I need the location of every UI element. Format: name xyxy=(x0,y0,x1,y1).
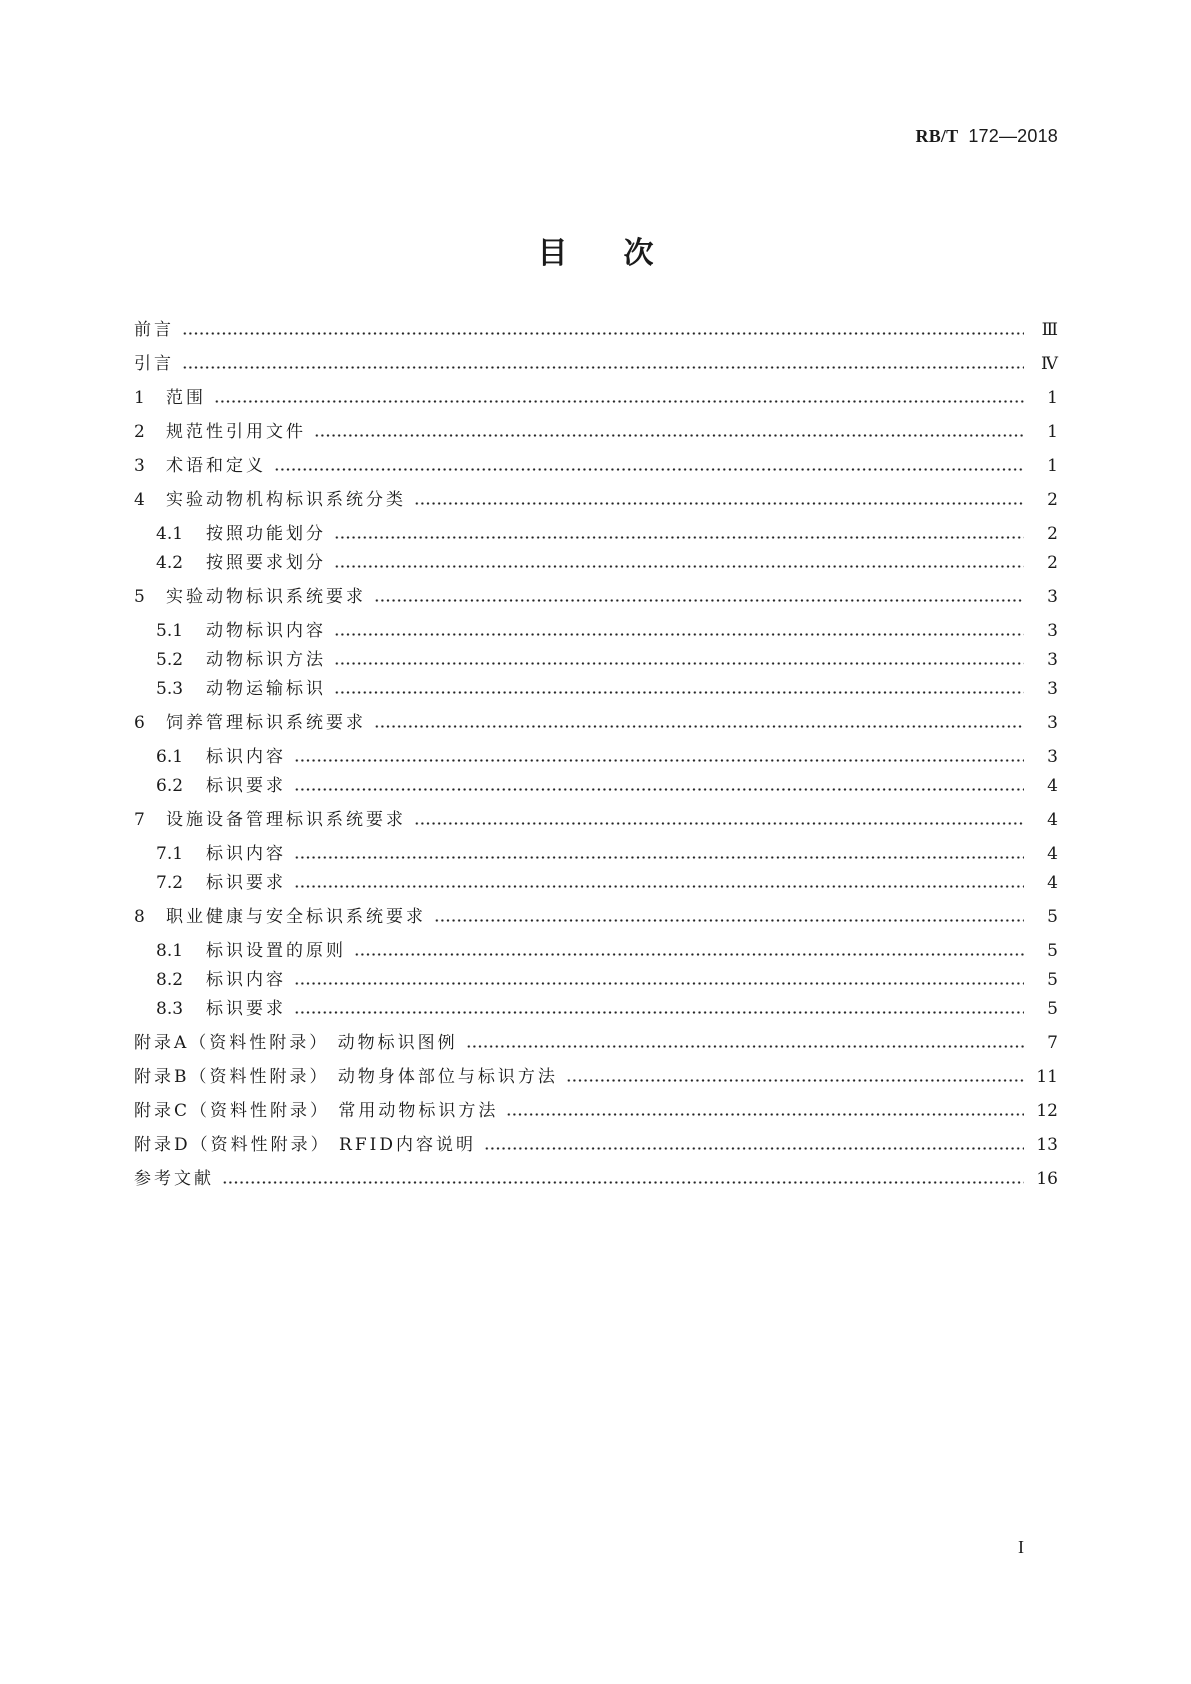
toc-entry-number: 8.1 xyxy=(156,941,184,961)
toc-entry-number: 7.2 xyxy=(156,873,184,893)
toc-entry-number: 7 xyxy=(134,810,145,830)
toc-leader-dots xyxy=(506,1098,1024,1124)
toc-entry-number: 5.2 xyxy=(156,650,184,670)
toc-entry-5-3[interactable] xyxy=(156,676,1058,702)
toc-leader-dots xyxy=(214,385,1024,411)
toc-entry-page: 3 xyxy=(1047,679,1058,699)
toc-entry-label: 动物标识内容 xyxy=(206,621,326,641)
toc-leader-dots xyxy=(222,1166,1024,1192)
toc-entry-page: 3 xyxy=(1047,621,1058,641)
toc-entry-page: 12 xyxy=(1036,1101,1058,1121)
toc-entry-page: 16 xyxy=(1036,1169,1058,1189)
toc-entry-7[interactable] xyxy=(134,807,1058,833)
toc-entry-5-1[interactable] xyxy=(156,618,1058,644)
toc-entry-number: 4.2 xyxy=(156,553,184,573)
toc-entry-label: 参考文献 xyxy=(134,1169,214,1189)
toc-entry-label: 规范性引用文件 xyxy=(166,422,306,442)
toc-entry-label: 职业健康与安全标识系统要求 xyxy=(166,907,426,927)
toc-entry-appendix-a[interactable] xyxy=(134,1030,1058,1056)
page-title: 目次 xyxy=(537,236,710,271)
toc-entry-3[interactable] xyxy=(134,453,1058,479)
toc-entry-appendix-d[interactable] xyxy=(134,1132,1058,1158)
toc-entry-7-2[interactable] xyxy=(156,870,1058,896)
toc-leader-dots xyxy=(294,744,1024,770)
toc-entry-page: 1 xyxy=(1047,422,1058,442)
toc-entry-label: 标识内容 xyxy=(206,970,286,990)
toc-leader-dots xyxy=(414,807,1024,833)
toc-leader-dots xyxy=(334,676,1024,702)
toc-entry-label: 动物运输标识 xyxy=(206,679,326,699)
toc-entry-page: 4 xyxy=(1047,810,1058,830)
toc-entry-number: 6.2 xyxy=(156,776,184,796)
toc-entry-page: 5 xyxy=(1047,999,1058,1019)
toc-entry-appendix-b[interactable] xyxy=(134,1064,1058,1090)
toc-entry-label: 范围 xyxy=(166,388,206,408)
toc-entry-label: 设施设备管理标识系统要求 xyxy=(166,810,406,830)
toc-leader-dots xyxy=(334,521,1024,547)
toc-entry-page: 2 xyxy=(1047,490,1058,510)
toc-entry-number: 5.1 xyxy=(156,621,184,641)
toc-entry-page: 5 xyxy=(1047,970,1058,990)
toc-entry-page: Ⅲ xyxy=(1041,320,1058,340)
toc-leader-dots xyxy=(466,1030,1024,1056)
toc-entry-label: 按照功能划分 xyxy=(206,524,326,544)
toc-leader-dots xyxy=(182,317,1024,343)
document-code-number: 172—2018 xyxy=(968,126,1058,146)
toc-entry-page: 13 xyxy=(1036,1135,1058,1155)
toc-entry-number: 4 xyxy=(134,490,145,510)
toc-entry-page: 4 xyxy=(1047,844,1058,864)
toc-entry-page: Ⅳ xyxy=(1041,354,1058,374)
toc-entry-number: 7.1 xyxy=(156,844,184,864)
toc-entry-page: 3 xyxy=(1047,587,1058,607)
toc-leader-dots xyxy=(182,351,1024,377)
toc-entry-label: 附录A（资料性附录） 动物标识图例 xyxy=(134,1033,458,1053)
toc-leader-dots xyxy=(294,773,1024,799)
toc-entry-label: 标识内容 xyxy=(206,747,286,767)
toc-leader-dots xyxy=(374,710,1024,736)
toc-entry-label: 附录C（资料性附录） 常用动物标识方法 xyxy=(134,1101,499,1121)
toc-entry-page: 7 xyxy=(1047,1033,1058,1053)
toc-entry-page: 3 xyxy=(1047,650,1058,670)
document-code xyxy=(916,126,1059,147)
toc-leader-dots xyxy=(354,938,1024,964)
toc-entry-label: 附录D（资料性附录） RFID内容说明 xyxy=(134,1135,476,1155)
toc-leader-dots xyxy=(334,550,1024,576)
toc-entry-page: 5 xyxy=(1047,907,1058,927)
toc-entry-4[interactable] xyxy=(134,487,1058,513)
toc-entry-4-2[interactable] xyxy=(156,550,1058,576)
toc-entry-page: 1 xyxy=(1047,388,1058,408)
toc-entry-page: 3 xyxy=(1047,713,1058,733)
toc-entry-page: 11 xyxy=(1036,1067,1058,1087)
toc-leader-dots xyxy=(294,967,1024,993)
toc-entry-label: 术语和定义 xyxy=(166,456,266,476)
toc-entry-label: 实验动物标识系统要求 xyxy=(166,587,366,607)
toc-entry-8[interactable] xyxy=(134,904,1058,930)
toc-leader-dots xyxy=(414,487,1024,513)
toc-leader-dots xyxy=(374,584,1024,610)
toc-entry-appendix-c[interactable] xyxy=(134,1098,1058,1124)
toc-entry-number: 6.1 xyxy=(156,747,184,767)
toc-entry-label: 标识要求 xyxy=(206,999,286,1019)
toc-entry-number: 5.3 xyxy=(156,679,184,699)
toc-entry-foreword[interactable] xyxy=(134,317,1058,343)
toc-entry-number: 2 xyxy=(134,422,145,442)
toc-entry-introduction[interactable] xyxy=(134,351,1058,377)
toc-entry-label: 标识内容 xyxy=(206,844,286,864)
toc-entry-7-1[interactable] xyxy=(156,841,1058,867)
toc-entry-page: 4 xyxy=(1047,776,1058,796)
toc-entry-4-1[interactable] xyxy=(156,521,1058,547)
toc-entry-number: 5 xyxy=(134,587,145,607)
toc-leader-dots xyxy=(274,453,1024,479)
toc-entry-number: 8 xyxy=(134,907,145,927)
toc-entry-number: 4.1 xyxy=(156,524,184,544)
toc-entry-page: 5 xyxy=(1047,941,1058,961)
toc-entry-page: 2 xyxy=(1047,524,1058,544)
toc-entry-label: 附录B（资料性附录） 动物身体部位与标识方法 xyxy=(134,1067,558,1087)
toc-entry-page: 4 xyxy=(1047,873,1058,893)
toc-leader-dots xyxy=(484,1132,1024,1158)
toc-entry-8-3[interactable] xyxy=(156,996,1058,1022)
toc-entry-page: 3 xyxy=(1047,747,1058,767)
toc-leader-dots xyxy=(566,1064,1024,1090)
toc-leader-dots xyxy=(294,841,1024,867)
toc-entry-label: 前言 xyxy=(134,320,174,340)
toc-leader-dots xyxy=(314,419,1024,445)
toc-entry-number: 1 xyxy=(134,388,145,408)
toc-leader-dots xyxy=(334,618,1024,644)
toc-entry-6-2[interactable] xyxy=(156,773,1058,799)
toc-entry-2[interactable] xyxy=(134,419,1058,445)
toc-entry-label: 按照要求划分 xyxy=(206,553,326,573)
toc-entry-number: 8.3 xyxy=(156,999,184,1019)
toc-entry-label: 引言 xyxy=(134,354,174,374)
page-number: I xyxy=(1018,1537,1024,1557)
toc-entry-1[interactable] xyxy=(134,385,1058,411)
toc-entry-5[interactable] xyxy=(134,584,1058,610)
toc-entry-number: 3 xyxy=(134,456,145,476)
toc-entry-label: 实验动物机构标识系统分类 xyxy=(166,490,406,510)
toc-entry-8-2[interactable] xyxy=(156,967,1058,993)
toc-entry-label: 标识要求 xyxy=(206,776,286,796)
document-code-prefix: RB/T xyxy=(915,126,959,146)
toc-entry-label: 动物标识方法 xyxy=(206,650,326,670)
toc-entry-5-2[interactable] xyxy=(156,647,1058,673)
toc-entry-number: 8.2 xyxy=(156,970,184,990)
toc-leader-dots xyxy=(434,904,1024,930)
toc-entry-label: 标识要求 xyxy=(206,873,286,893)
toc-leader-dots xyxy=(294,870,1024,896)
toc-entry-6[interactable] xyxy=(134,710,1058,736)
toc-entry-number: 6 xyxy=(134,713,145,733)
toc-entry-label: 标识设置的原则 xyxy=(206,941,346,961)
toc-entry-page: 1 xyxy=(1047,456,1058,476)
toc-entry-references[interactable] xyxy=(134,1166,1058,1192)
toc-entry-6-1[interactable] xyxy=(156,744,1058,770)
toc-leader-dots xyxy=(334,647,1024,673)
toc-entry-label: 饲养管理标识系统要求 xyxy=(166,713,366,733)
toc-leader-dots xyxy=(294,996,1024,1022)
toc-entry-8-1[interactable] xyxy=(156,938,1058,964)
toc-entry-page: 2 xyxy=(1047,553,1058,573)
